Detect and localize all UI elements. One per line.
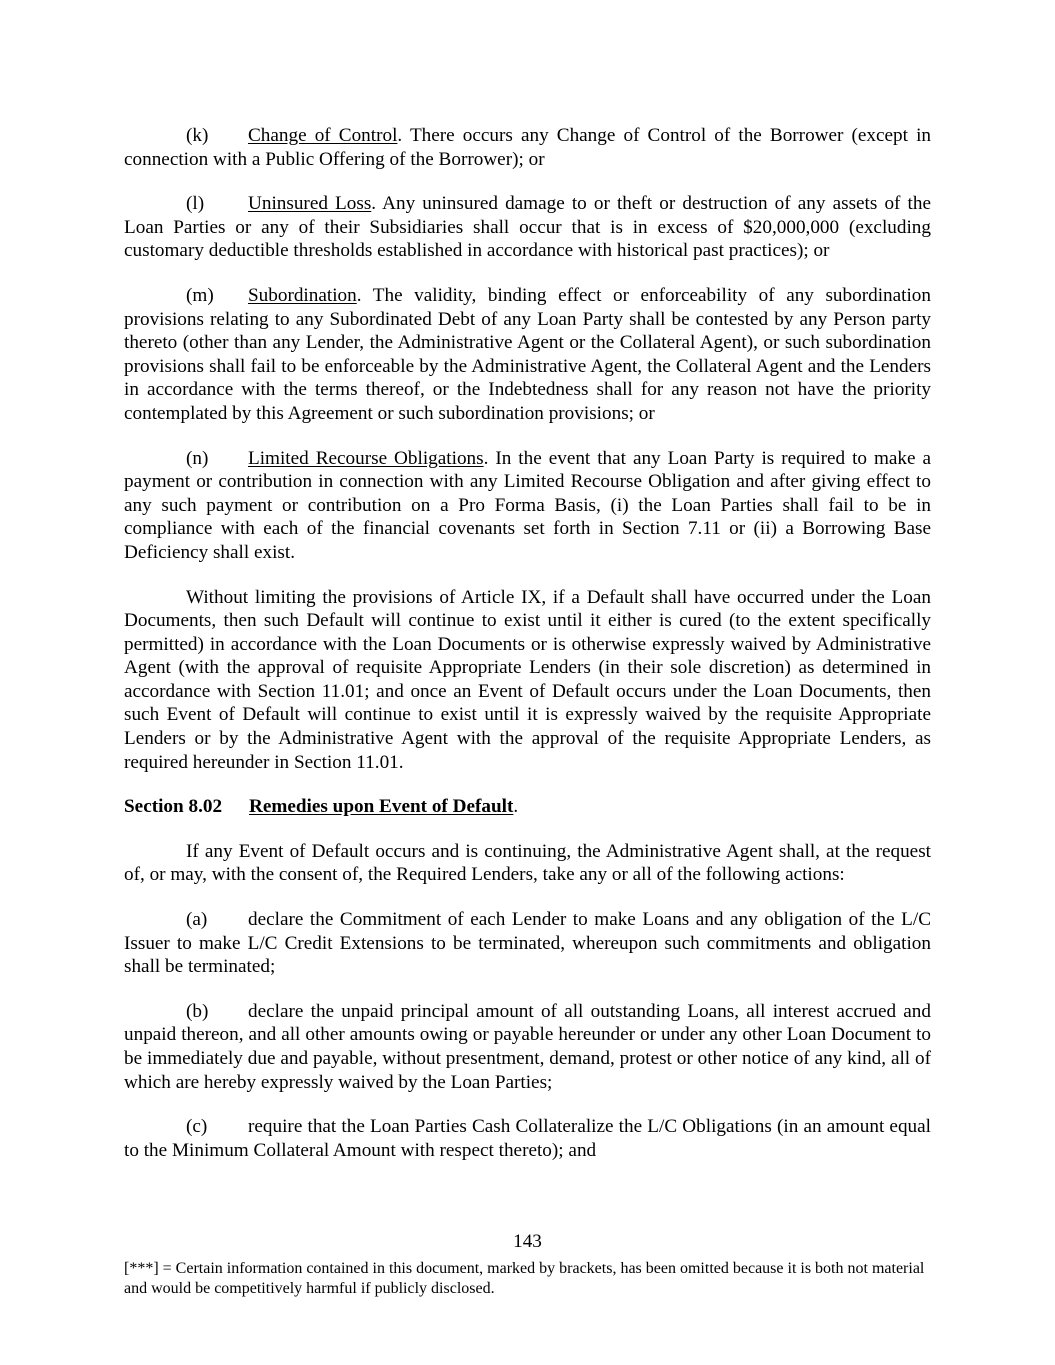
clause-k	[124, 124, 931, 171]
clause-l-label: (l)	[186, 193, 205, 215]
section-number: Section 8.02	[124, 796, 223, 818]
remedy-b-text: declare the unpaid principal amount of all outstanding Loans, all interest accrued and unpaid thereon, and all other amounts owing or payable hereunder or under any other Loan Document to be immediately due and payable, without presentment, demand, protest or other notice of any kind, all of which are hereby expressly waived by the Loan Parties;	[124, 1000, 931, 1093]
page-number: 143	[513, 1231, 542, 1252]
remedy-b	[124, 1000, 931, 1094]
clause-m-label: (m)	[186, 284, 214, 306]
clause-n-text: . In the event that any Loan Party is required to make a payment or contribution in connection with any Limited Recourse Obligation and after giving effect to any such payment or contribution on a Pro Forma Basis, (i) the Loan Parties shall fail to be in compliance with each of the financial covenants set forth in Section 7.11 or (ii) a Borrowing Base Deficiency shall exist.	[124, 447, 932, 563]
section-intro: If any Event of Default occurs and is continuing, the Administrative Agent shall, at the request of, or may, with the consent of, the Required Lenders, take any or all of the following actions:	[124, 840, 931, 886]
section-title: Remedies upon Event of Default	[249, 796, 514, 818]
section-heading	[124, 795, 931, 819]
document-page	[124, 124, 931, 1183]
clause-l-text: . Any uninsured damage to or theft or destruction of any assets of the Loan Parties or any of their Subsidiaries shall occur that is in excess of $20,000,000 (excluding customary deductible thresholds established in accordance with historical past practices); or	[124, 193, 931, 262]
clause-m-heading: Subordination	[248, 284, 357, 306]
clause-l	[124, 192, 931, 263]
clause-k-heading: Change of Control	[248, 125, 398, 146]
remedy-b-label: (b)	[186, 1000, 209, 1022]
clause-m	[124, 284, 931, 426]
clause-k-text: . There occurs any Change of Control of the Borrower (except in connection with a Public Offering of the Borrower); or	[124, 125, 931, 170]
clause-n	[124, 447, 931, 565]
without-limiting-paragraph: Without limiting the provisions of Article IX, if a Default shall have occurred under the Loan Documents, then such Default will continue to exist until it either is cured (to the extent specifically permitted) in accordance with the Loan Documents or is otherwise expressly waived by Administrative Agent (with the approval of requisite Appropriate Lenders (in their sole discretion) as determined in accordance with Section 11.01; and once an Event of Default occurs under the Loan Documents, then such Event of Default will continue to exist until it is expressly waived by the requisite Appropriate Lenders or by the Administrative Agent with the approval of the requisite Appropriate Lenders, as required hereunder in Section 11.01.	[124, 586, 931, 773]
remedy-a-text: declare the Commitment of each Lender to make Loans and any obligation of the L/C Issuer to make L/C Credit Extensions to be terminated, whereupon such commitments and obligation shall be terminated;	[124, 909, 931, 978]
clause-n-label: (n)	[186, 447, 209, 469]
remedy-c	[124, 1115, 931, 1162]
section-title-suffix: .	[513, 796, 519, 818]
remedy-c-text: require that the Loan Parties Cash Collateralize the L/C Obligations (in an amount equal to the Minimum Collateral Amount with respect thereto); and	[124, 1116, 931, 1161]
remedy-a	[124, 908, 931, 979]
clause-m-text: . The validity, binding effect or enforceability of any subordination provisions relating to any Subordinated Debt of any Loan Party shall be contested by any Person party thereto (other than any Lender, the Administrative Agent or the Collateral Agent), or such subordination provisions shall fail to be enforceable by the Administrative Agent, the Collateral Agent and the Lenders in accordance with the terms thereof, or the Indebtedness shall for any reason not have the priority contemplated by this Agreement or such subordination provisions; or	[124, 284, 931, 424]
clause-n-heading: Limited Recourse Obligations	[248, 447, 484, 469]
remedy-c-label: (c)	[186, 1116, 208, 1138]
remedy-a-label: (a)	[186, 909, 208, 931]
confidentiality-footnote: [***] = Certain information contained in this document, marked by brackets, has been omitted because it is both not material and would be competitively harmful if publicly disclosed.	[124, 1260, 925, 1297]
clause-k-label: (k)	[186, 125, 209, 146]
clause-l-heading: Uninsured Loss	[248, 193, 372, 215]
